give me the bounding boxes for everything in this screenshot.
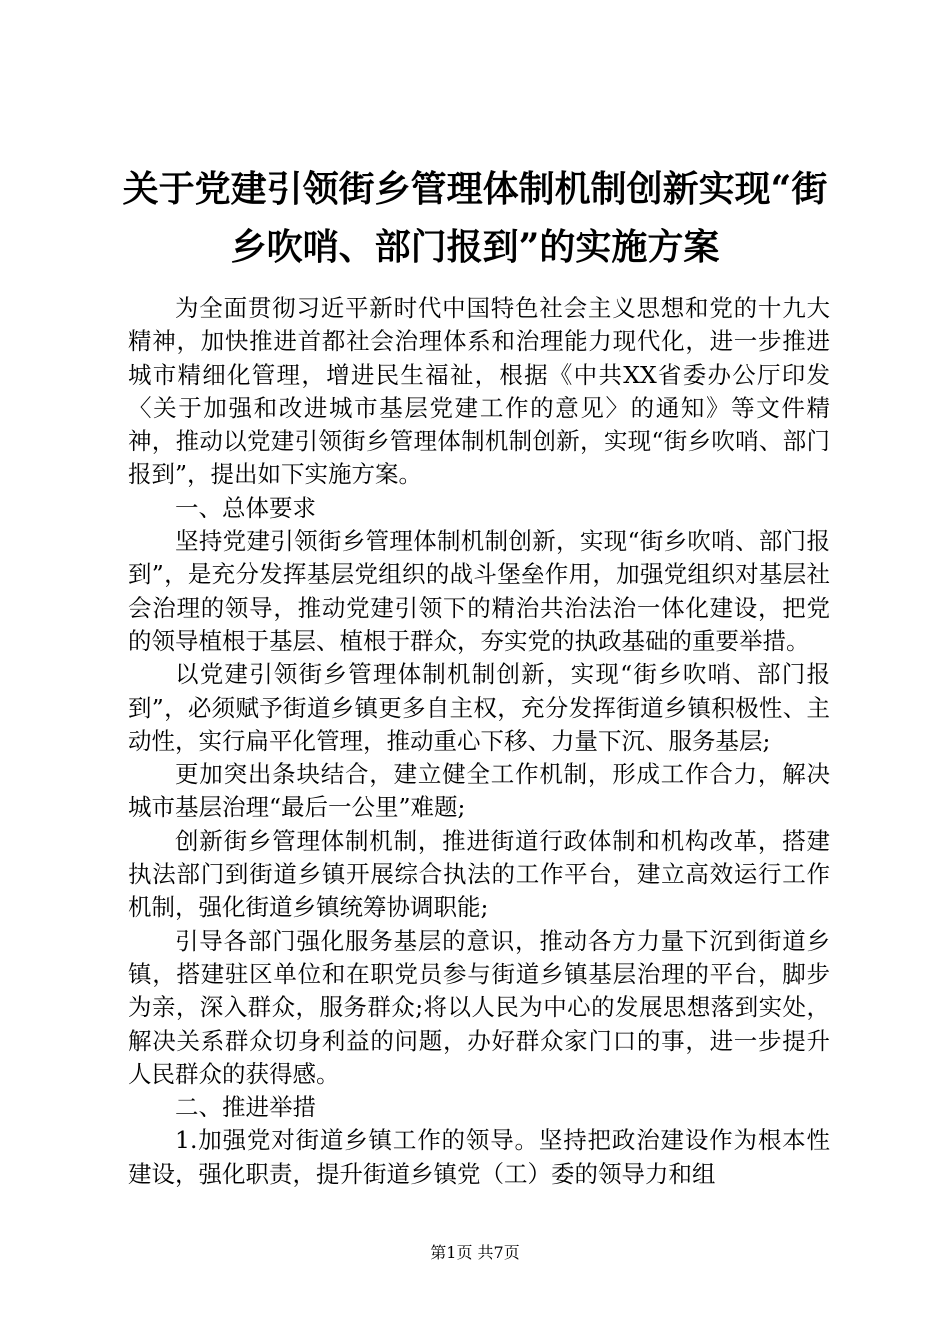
document-title: 关于党建引领街乡管理体制机制创新实现“街乡吹哨、部门报到”的实施方案 bbox=[122, 168, 828, 268]
page-footer: 第1页 共7页 bbox=[430, 1243, 520, 1262]
paragraph: 1.加强党对街道乡镇工作的领导。坚持把政治建设作为根本性建设，强化职责，提升街道乡镇党（工）委的领导力和组 bbox=[128, 1126, 830, 1188]
paragraph: 更加突出条块结合，建立健全工作机制，形成工作合力，解决城市基层治理“最后一公里”难题; bbox=[128, 760, 830, 822]
document-body bbox=[128, 292, 830, 1191]
section-heading-general-requirements: 一、总体要求 bbox=[175, 493, 316, 522]
paragraph: 坚持党建引领街乡管理体制机制创新，实现“街乡吹哨、部门报到”，是充分发挥基层党组织的战斗堡垒作用，加强党组织对基层社会治理的领导，推动党建引领下的精治共治法治一体化建设，把党的领导植根于基层、植根于群众，夯实党的执政基础的重要举措。 bbox=[128, 527, 830, 655]
section-heading-measures: 二、推进举措 bbox=[175, 1093, 316, 1122]
paragraph: 创新街乡管理体制机制，推进街道行政体制和机构改革，搭建执法部门到街道乡镇开展综合执法的工作平台，建立高效运行工作机制，强化街道乡镇统筹协调职能; bbox=[128, 826, 830, 922]
paragraph: 以党建引领街乡管理体制机制创新，实现“街乡吹哨、部门报到”，必须赋予街道乡镇更多自主权，充分发挥街道乡镇积极性、主动性，实行扁平化管理，推动重心下移、力量下沉、服务基层; bbox=[128, 660, 830, 755]
paragraph: 引导各部门强化服务基层的意识，推动各方力量下沉到街道乡镇，搭建驻区单位和在职党员参与街道乡镇基层治理的平台，脚步为亲，深入群众，服务群众;将以人民为中心的发展思想落到实处，解决关系群众切身利益的问题，办好群众家门口的事，进一步提升人民群众的获得感。 bbox=[128, 926, 830, 1088]
paragraph-intro: 为全面贯彻习近平新时代中国特色社会主义思想和党的十九大精神，加快推进首都社会治理体系和治理能力现代化，进一步推进城市精细化管理，增进民生福祉，根据《中共XX省委办公厅印发〈关于加强和改进城市基层党建工作的意见〉的通知》等文件精神，推动以党建引领街乡管理体制机制创新，实现“街乡吹哨、部门报到”，提出如下实施方案。 bbox=[128, 294, 830, 489]
